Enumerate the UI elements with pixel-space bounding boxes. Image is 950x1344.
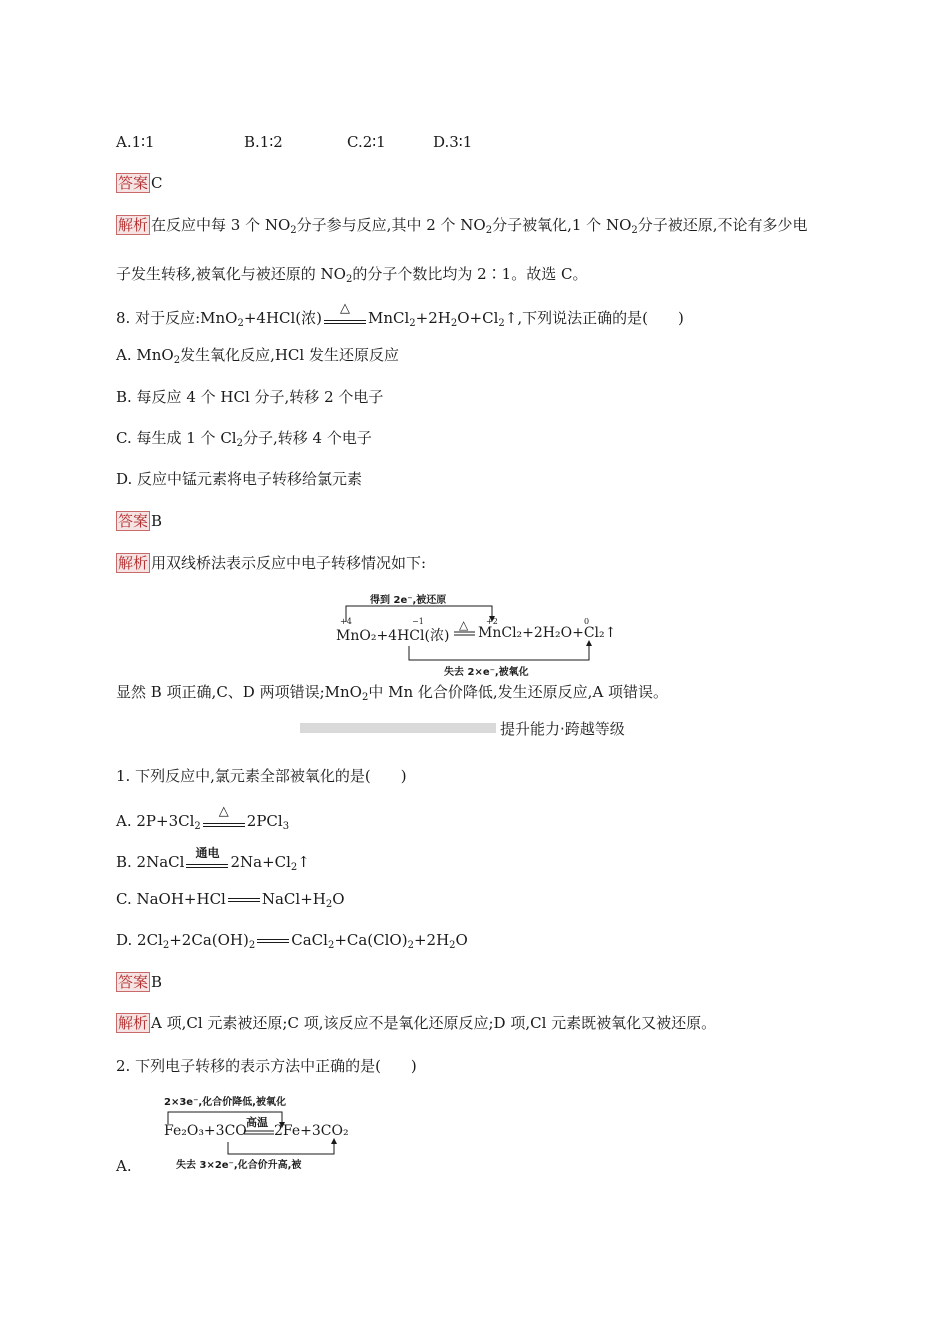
analysis-text: 分子参与反应,其中 2 个 NO [296,216,486,234]
option-text: ↑ [297,853,310,871]
analysis-tag: 解析 [118,1014,149,1032]
answer-value: B [151,973,163,991]
subscript: 2 [498,318,505,329]
subscript: 3 [282,821,290,832]
subscript: 2 [631,225,638,236]
conclusion-text: 中 Mn 化合价降低,发生还原反应,A 项错误。 [368,683,669,701]
option-text: A. 2P+3Cl [116,812,195,830]
option-text: 2Na+Cl [230,853,291,871]
subscript: 2 [345,274,353,285]
analysis-text: 在反应中每 3 个 NO [151,216,291,234]
q7-option-b: B.1∶2 [244,133,283,151]
condition-label: 通电 [195,846,220,860]
section-divider [300,723,496,733]
p2-option-a-label: A. [116,1157,132,1175]
equals-sign [226,890,262,910]
answer-tag: 答案 [118,512,149,530]
q8-option-c [116,428,372,448]
answer-tag: 答案 [118,174,149,192]
oxidation-state-cl: −1 [412,617,424,626]
equation-condition: 高温 [246,1116,268,1129]
subscript: 2 [327,940,335,951]
equation-left: Fe₂O₃+3CO [164,1123,247,1139]
stem-text: ↑,下列说法正确的是( ) [504,309,684,327]
q7-answer [116,173,163,193]
q7-analysis-line1 [116,215,808,235]
p2-stem: 2. 下列电子转移的表示方法中正确的是( ) [116,1057,417,1075]
top-bridge-label: 2×3e⁻,化合价降低,被氧化 [164,1097,286,1108]
equation-right: MnCl₂+2H₂O+Cl₂↑ [478,625,617,641]
stem-text: MnCl [368,309,410,327]
subscript: 2 [173,355,181,366]
q8-conclusion [116,682,668,702]
subscript: 2 [361,692,369,703]
p1-option-a [116,804,290,832]
analysis-text: 分子被氧化,1 个 NO [492,216,632,234]
subscript: 2 [162,940,170,951]
oxidation-state-mn2: +2 [486,617,498,626]
equals-sign [255,931,291,951]
option-text: C. 每生成 1 个 Cl [116,429,237,447]
gain-electrons-label: 得到 2e⁻,被还原 [370,595,447,606]
q7-analysis-line2 [116,264,587,284]
option-text: +2Ca(OH) [169,931,249,949]
option-text: C. NaOH+HCl [116,890,226,908]
option-text: B. 2NaCl [116,853,185,871]
analysis-text: 子发生转移,被氧化与被还原的 NO [116,265,346,283]
answer-tag: 答案 [118,973,149,991]
electron-transfer-diagram [334,588,624,680]
q7-options [116,132,472,152]
analysis-tag: 解析 [118,554,149,572]
condition-label: △ [340,301,350,316]
bottom-bridge-label: 失去 3×2e⁻,化合价升高,被 [176,1160,302,1171]
q8-stem [116,301,684,329]
subscript: 2 [409,318,416,329]
answer-value: C [151,174,163,192]
q8-option-d: D. 反应中锰元素将电子转移给氯元素 [116,470,363,488]
oxidation-state-cl2: 0 [584,617,590,626]
option-text: CaCl [291,931,328,949]
option-text: 2PCl [246,812,283,830]
q8-option-b: B. 每反应 4 个 HCl 分子,转移 2 个电子 [116,388,384,406]
subscript: 2 [449,940,456,951]
heat-condition [322,301,368,329]
subscript: 2 [407,940,414,951]
analysis-tag: 解析 [118,216,149,234]
oxidation-state-mn: +4 [340,617,352,626]
subscript: 2 [290,862,298,873]
option-text: 分子,转移 4 个电子 [242,429,372,447]
q8-answer [116,511,162,531]
subscript: 2 [248,940,256,951]
option-text: O [455,931,468,949]
answer-value: B [151,512,163,530]
subscript: 2 [325,899,333,910]
stem-text: 8. 对于反应:MnO [116,309,238,327]
analysis-text: 的分子个数比均为 2∶1。故选 C。 [352,265,588,283]
option-text: A. MnO [116,346,174,364]
option-text: +Ca(ClO) [334,931,408,949]
subscript: 2 [290,225,297,236]
analysis-text: 分子被还原,不论有多少电 [637,216,808,234]
subscript: 2 [237,318,244,329]
electrolysis-condition [184,846,230,873]
q7-option-a: A.1∶1 [116,133,155,151]
p1-option-d [116,930,468,951]
q7-option-d: D.3∶1 [433,133,473,151]
q8-option-a [116,345,399,365]
p1-option-b [116,846,310,873]
subscript: 2 [194,821,201,832]
option-text: D. 2Cl [116,931,163,949]
subscript: 2 [236,438,243,449]
q8-analysis [116,553,426,573]
condition-label: △ [218,804,229,819]
subscript: 2 [450,318,458,329]
conclusion-text: 显然 B 项正确,C、D 两项错误;MnO [116,683,362,701]
option-text: +2H [413,931,450,949]
p1-analysis [116,1013,716,1033]
p1-option-c [116,889,345,910]
subscript: 2 [485,225,493,236]
option-text: NaCl+H [261,890,326,908]
equation-condition: △ [459,618,469,632]
lose-electrons-label: 失去 2×e⁻,被氧化 [444,667,529,678]
analysis-text: 用双线桥法表示反应中电子转移情况如下: [151,554,427,572]
analysis-text: A 项,Cl 元素被还原;C 项,该反应不是氧化还原反应;D 项,Cl 元素既被氧化又被还原。 [151,1014,717,1032]
p1-stem: 1. 下列反应中,氯元素全部被氧化的是( ) [116,767,407,785]
stem-text: +4HCl(浓) [243,309,322,327]
option-text: 发生氧化反应,HCl 发生还原反应 [180,346,399,364]
heat-condition [201,804,247,832]
p1-answer [116,972,162,992]
p2-option-a-diagram [160,1090,360,1172]
equation-right: 2Fe+3CO₂ [274,1123,349,1139]
section-title: 提升能力·跨越等级 [500,720,625,738]
stem-text: +2H [415,309,451,327]
equation-left: MnO₂+4HCl(浓) [336,628,450,644]
stem-text: O+Cl [457,309,499,327]
option-text: O [332,890,345,908]
q7-option-c: C.2∶1 [347,133,386,151]
